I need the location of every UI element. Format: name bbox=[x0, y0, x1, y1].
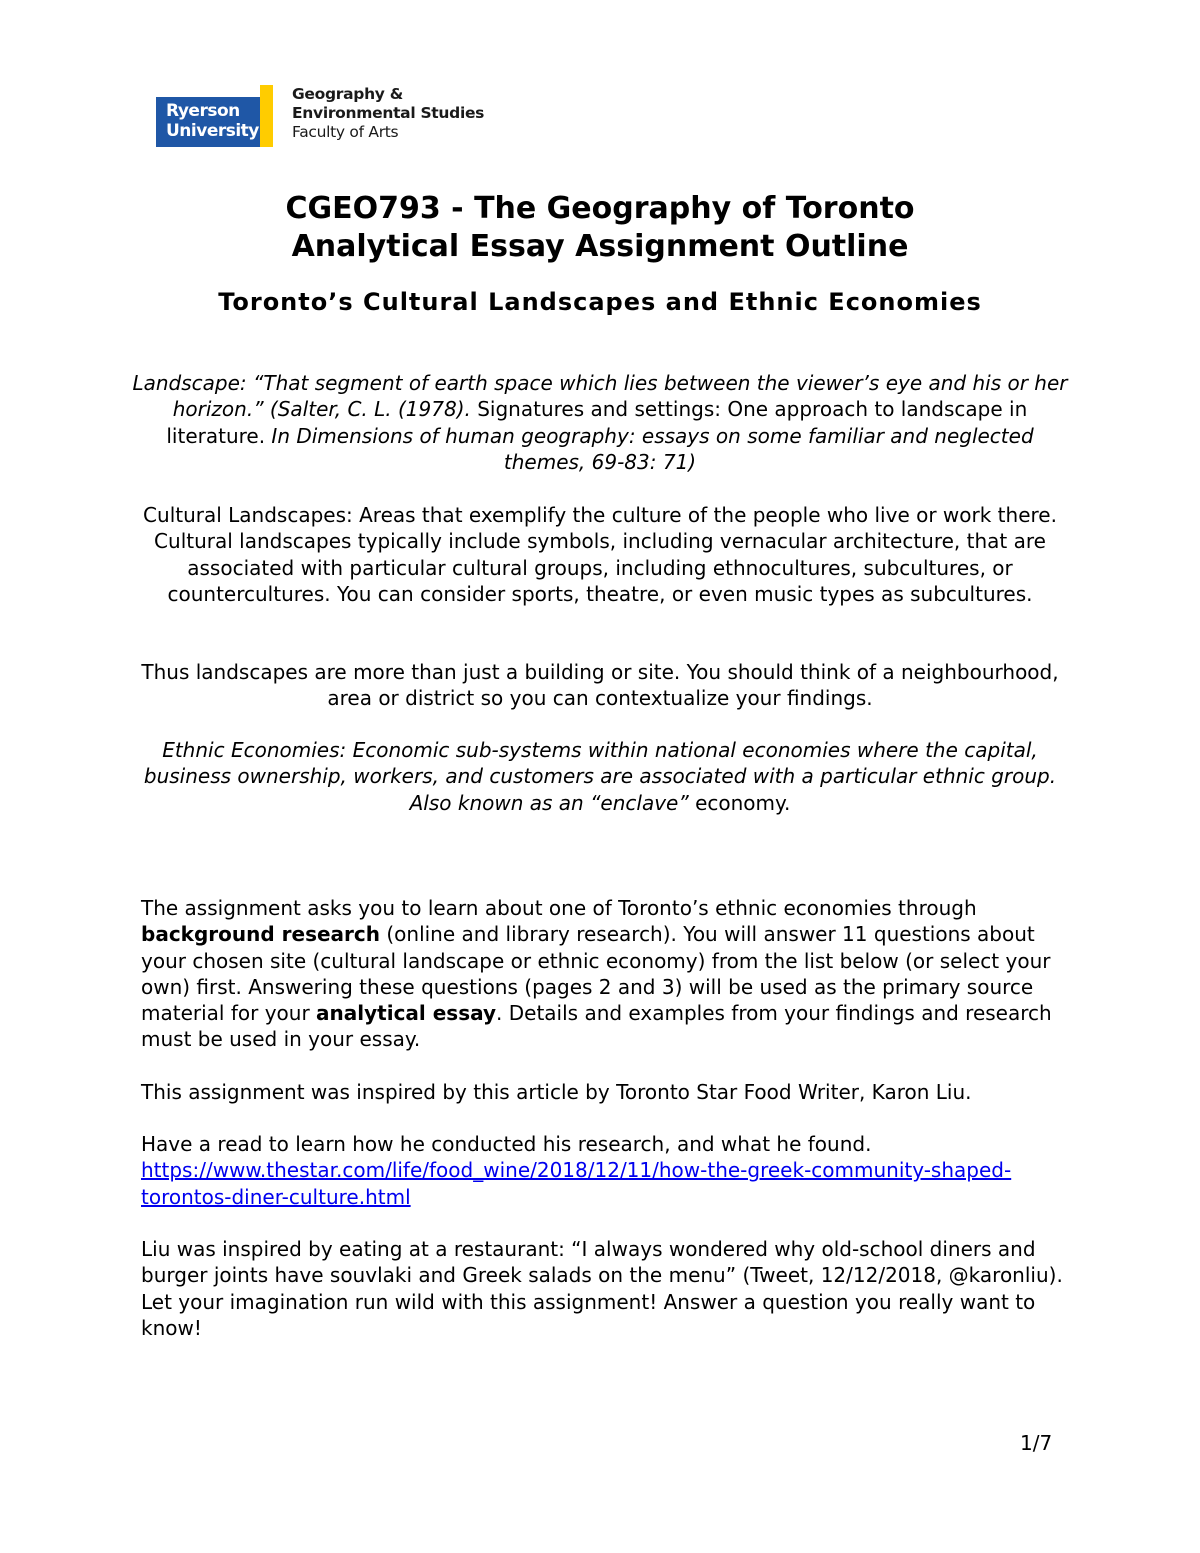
liu-paragraph: Liu was inspired by eating at a restaurant: “I always wondered why old-school diners and burger joints have souvlaki and Greek salads on the menu” (Tweet, 12/12/2018, @karonliu). Let your imagination run wild with this assignment! Answer a question you really want to know! bbox=[141, 1237, 1063, 1340]
landscape-definition-source: In Dimensions of human geography: essays on some familiar and neglected themes, 69-83: 71) bbox=[271, 423, 1034, 474]
ethnic-economies-italic: Ethnic Economies: Economic sub-systems within national economies where the capital, business ownership, workers, and customers are associated with a particular ethnic group. Also known as an “enclave” bbox=[143, 738, 1057, 815]
assignment-bold-background-research: background research bbox=[141, 922, 380, 947]
document-title-line2: Analytical Essay Assignment Outline bbox=[291, 229, 909, 264]
read-paragraph bbox=[141, 1131, 1071, 1210]
read-text: Have a read to learn how he conducted his research, and what he found. bbox=[141, 1132, 872, 1156]
logo-yellow-bar bbox=[260, 85, 273, 147]
document-title-line1: CGEO793 - The Geography of Toronto bbox=[285, 191, 915, 226]
assignment-text-1: The assignment asks you to learn about one of Toronto’s ethnic economies through bbox=[141, 896, 977, 920]
logo-dept-line3: Faculty of Arts bbox=[292, 123, 399, 141]
logo-box-line1: Ryerson bbox=[166, 101, 240, 121]
document-subtitle: Toronto’s Cultural Landscapes and Ethnic Economies bbox=[218, 288, 982, 316]
assignment-bold-analytical-essay: analytical essay bbox=[316, 1001, 497, 1026]
assignment-paragraph bbox=[141, 895, 1071, 1053]
logo-department-text bbox=[292, 85, 532, 142]
landscape-definition-roman: Signatures and settings: One approach to landscape in literature. bbox=[166, 397, 1028, 448]
logo-dept-line1: Geography & bbox=[292, 85, 403, 103]
assignment-text-2: (online and library research). You will answer 11 questions about your chosen site (cultural landscape or ethnic economy) from the list below (or select your own) first. Answering these questions (pages 2 and 3) will be used as the primary source material for your bbox=[141, 922, 1051, 1026]
logo-dept-line2: Environmental Studies bbox=[292, 104, 485, 122]
landscapes-note: Thus landscapes are more than just a building or site. You should think of a neighbourhood, area or district so you can contextualize your findings. bbox=[141, 660, 1059, 711]
landscape-definition-italic: Landscape: “That segment of earth space which lies between the viewer’s eye and his or her horizon.” (Salter, C. L. (1978). bbox=[132, 371, 1068, 422]
logo-blue-box bbox=[156, 97, 260, 147]
ethnic-economies-roman: economy. bbox=[688, 790, 791, 815]
assignment-text-3: . Details and examples from your findings and research must be used in your essay. bbox=[141, 1001, 1052, 1052]
article-link[interactable]: https://www.thestar.com/life/food_wine/2018/12/11/how-the-greek-community-shaped-torontos-diner-culture.html bbox=[141, 1158, 1012, 1209]
landscape-definition bbox=[130, 370, 1070, 475]
ethnic-economies-definition bbox=[130, 737, 1070, 816]
cultural-landscapes-definition: Cultural Landscapes: Areas that exemplify the culture of the people who live or work there. Cultural landscapes typically include symbols, including vernacular architecture, that are associated with particular cultural groups, including ethnocultures, subcultures, or countercultures. You can consider sports, theatre, or even music types as subcultures. bbox=[143, 503, 1057, 606]
logo-box-line2: University bbox=[166, 121, 259, 141]
page-number: 1/7 bbox=[1020, 1431, 1053, 1455]
inspiration-paragraph: This assignment was inspired by this article by Toronto Star Food Writer, Karon Liu. bbox=[141, 1080, 972, 1104]
